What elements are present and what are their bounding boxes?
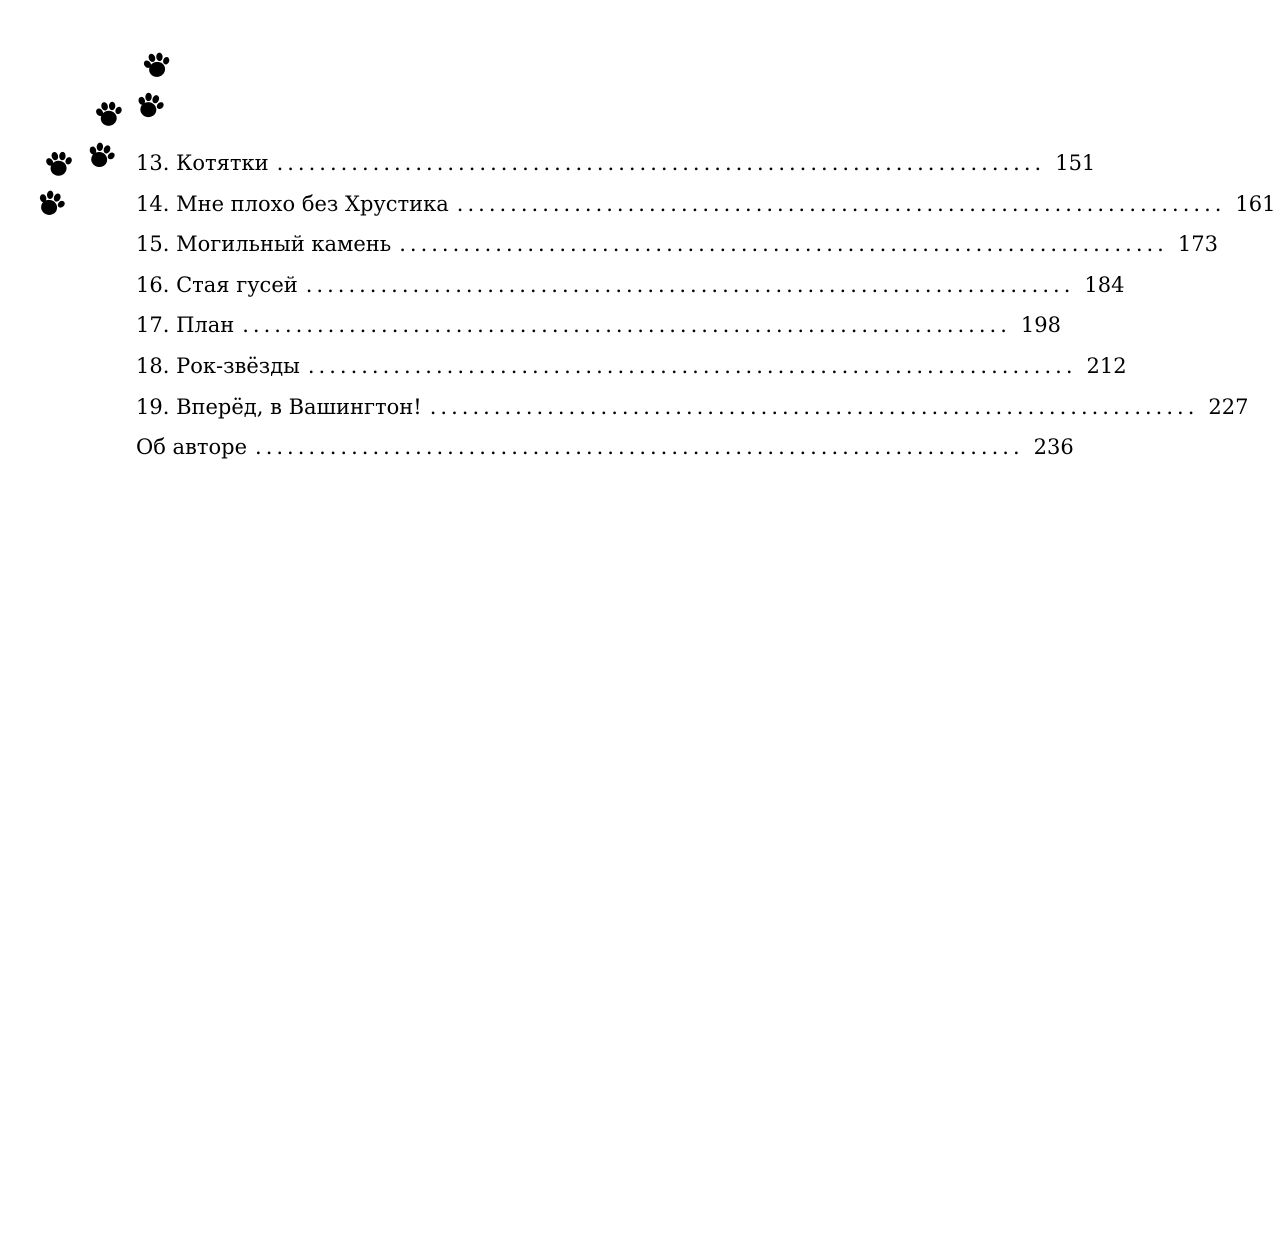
toc-entry-page: 198 [1020, 313, 1061, 338]
toc-entry-title: 14. Мне плохо без Хрустика [136, 191, 449, 216]
toc-entry-title: 15. Могильный камень [136, 232, 392, 257]
paw-print-icon [95, 99, 125, 129]
dot-leader: ........................................................................ [276, 151, 1046, 175]
toc-entry-page: 212 [1086, 353, 1127, 378]
toc-entry-page: 151 [1055, 151, 1096, 175]
toc-entry [136, 305, 1061, 346]
dot-leader: ........................................................................ [429, 394, 1199, 419]
dot-leader: ........................................................................ [399, 232, 1168, 257]
table-of-contents [136, 143, 1276, 468]
toc-entry-page: 161 [1235, 191, 1276, 216]
dot-leader: ........................................................................ [242, 313, 1011, 338]
toc-entry [136, 143, 1096, 184]
dot-leader: ........................................................................ [456, 191, 1226, 216]
toc-entry-title: 13. Котятки [136, 151, 269, 175]
paw-print-icon [143, 50, 173, 80]
toc-entry-title: 19. Вперёд, в Вашингтон! [136, 394, 422, 419]
paw-print-icon [136, 91, 166, 121]
paw-print-icon [45, 149, 75, 179]
toc-entry [136, 265, 1125, 306]
toc-entry-page: 227 [1208, 394, 1249, 419]
paw-print-icon [37, 189, 67, 219]
toc-entry [136, 387, 1249, 428]
toc-entry-page: 173 [1177, 232, 1218, 257]
toc-entry-page: 184 [1084, 272, 1125, 297]
toc-entry [136, 184, 1276, 225]
toc-entry-title: 17. План [136, 313, 235, 338]
dot-leader: ........................................................................ [307, 353, 1077, 378]
toc-entry-title: Об авторе [136, 435, 248, 460]
toc-entry [136, 346, 1127, 387]
toc-entry [136, 224, 1218, 265]
dot-leader: ........................................................................ [305, 272, 1075, 297]
toc-entry-title: 18. Рок-звёзды [136, 353, 300, 378]
paw-print-icon [87, 141, 117, 171]
dot-leader: ........................................................................ [255, 435, 1024, 460]
toc-entry-page: 236 [1033, 435, 1074, 460]
toc-entry-title: 16. Стая гусей [136, 272, 298, 297]
toc-entry [136, 427, 1074, 468]
